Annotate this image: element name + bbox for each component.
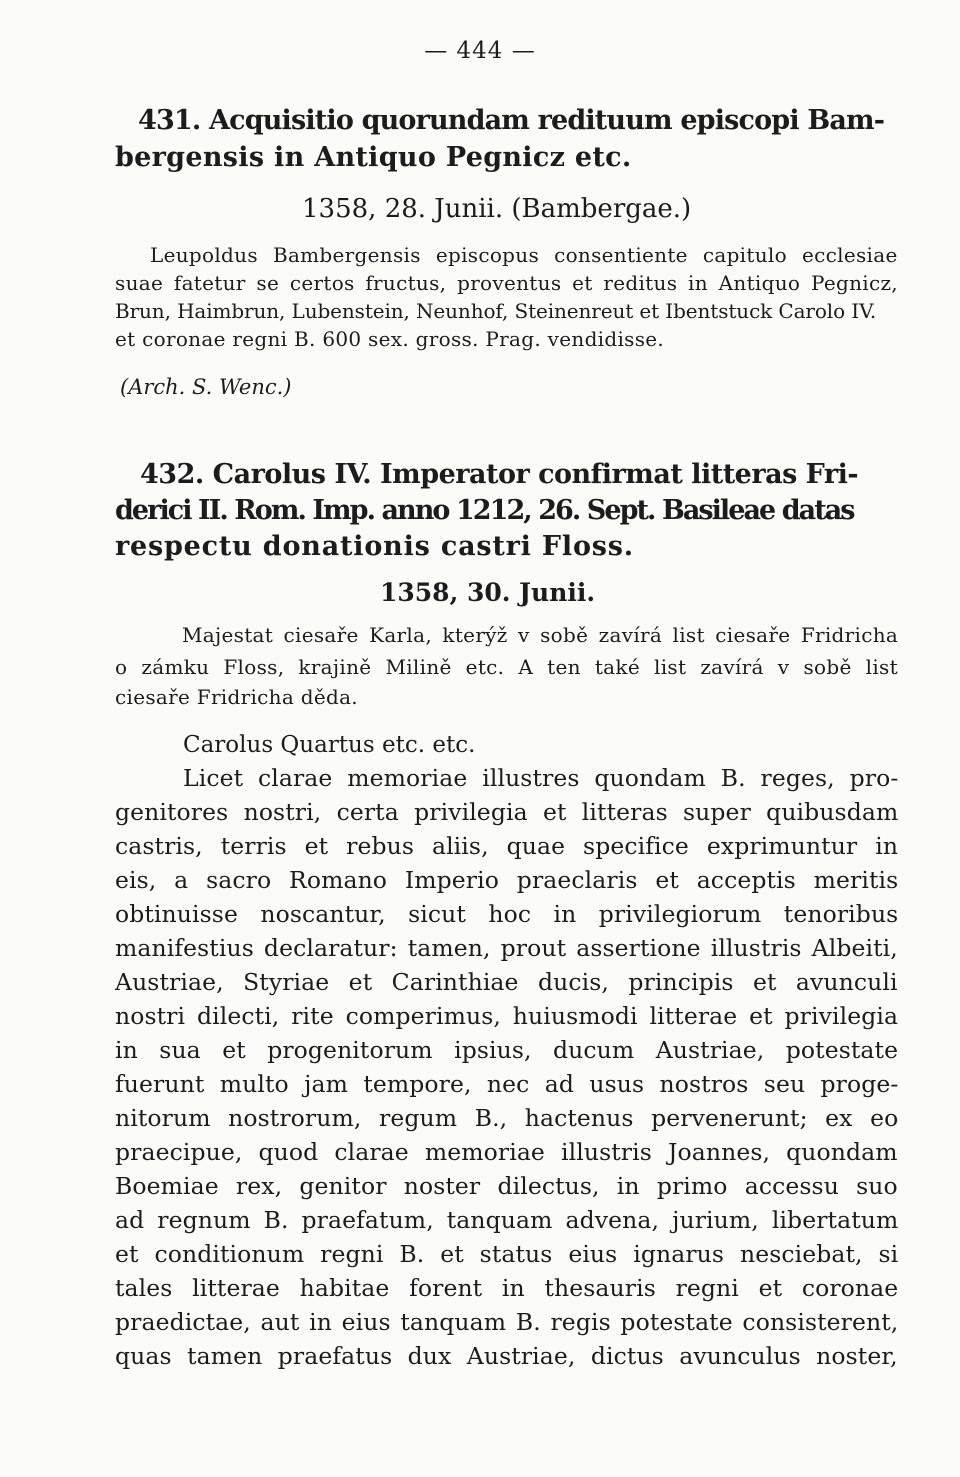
doc432-text-line-13: Boemiae rex, genitor noster dilectus, in primo accessu suo [115, 1172, 898, 1200]
doc432-title-line-2: derici II. Rom. Imp. anno 1212, 26. Sept. Basileae datas [115, 495, 854, 526]
doc432-text-line-14: ad regnum B. praefatum, tanquam advena, jurium, libertatum [115, 1206, 899, 1234]
doc431-regest-line-2: suae fatetur se certos fructus, proventus et reditus in Antiquo Pegnicz, [115, 271, 898, 295]
doc432-text-line-15: et conditionum regni B. et status eius ignarus nesciebat, si [115, 1240, 899, 1268]
doc432-intitulatio: Carolus Quartus etc. etc. [183, 732, 476, 758]
doc431-title-line-2: bergensis in Antiquo Pegnicz etc. [115, 142, 632, 173]
doc432-regest-line-3: ciesaře Fridricha děda. [115, 685, 358, 709]
doc432-text-line-8: nostri dilecti, rite comperimus, huiusmodi litterae et privilegia [115, 1002, 899, 1030]
doc432-text-line-9: in sua et progenitorum ipsius, ducum Austriae, potestate [115, 1036, 899, 1064]
doc432-text-line-4: eis, a sacro Romano Imperio praeclaris et acceptis meritis [115, 866, 899, 894]
doc432-date: 1358, 30. Junii. [380, 578, 596, 607]
doc432-text-line-11: nitorum nostrorum, regum B., hactenus pervenerunt; ex eo [115, 1104, 899, 1132]
doc432-text-line-6: manifestius declaratur: tamen, prout assertione illustris Albeiti, [115, 934, 898, 962]
doc431-title-line-1: 431. Acquisitio quorundam redituum episcopi Bam- [138, 105, 885, 136]
doc432-text-line-1: Licet clarae memoriae illustres quondam B. reges, pro- [183, 764, 899, 792]
doc432-regest-line-2: o zámku Floss, krajině Milině etc. A ten také list zavírá v sobě list [115, 655, 898, 679]
doc431-regest-line-3: Brun, Haimbrun, Lubenstein, Neunhof, Steinenreut et Ibentstuck Carolo IV. [115, 299, 877, 323]
doc432-text-line-3: castris, terris et rebus aliis, quae specifice exprimuntur in [115, 832, 899, 860]
doc431-date: 1358, 28. Junii. (Bambergae.) [302, 194, 692, 224]
doc431-regest-line-4: et coronae regni B. 600 sex. gross. Prag. vendidisse. [115, 327, 665, 351]
page-number: — 444 — [424, 38, 536, 64]
doc432-text-line-17: praedictae, aut in eius tanquam B. regis potestate consisterent, [115, 1308, 899, 1336]
doc432-text-line-16: tales litterae habitae forent in thesauris regni et coronae [115, 1274, 899, 1302]
doc432-text-line-12: praecipue, quod clarae memoriae illustris Joannes, quondam [115, 1138, 898, 1166]
doc432-text-line-10: fuerunt multo jam tempore, nec ad usus nostros seu proge- [115, 1070, 899, 1098]
doc432-text-line-7: Austriae, Styriae et Carinthiae ducis, principis et avunculi [115, 968, 898, 996]
doc431-regest-line-1: Leupoldus Bambergensis episcopus consentiente capitulo ecclesiae [150, 243, 898, 267]
doc432-text-line-5: obtinuisse noscantur, sicut hoc in privilegiorum tenoribus [115, 900, 899, 928]
doc431-archive: (Arch. S. Wenc.) [120, 375, 292, 399]
doc432-text-line-2: genitores nostri, certa privilegia et litteras super quibusdam [115, 798, 899, 826]
doc432-text-line-18: quas tamen praefatus dux Austriae, dictus avunculus noster, [115, 1342, 898, 1370]
doc432-title-line-1: 432. Carolus IV. Imperator confirmat litteras Fri- [140, 459, 859, 490]
doc432-title-line-3: respectu donationis castri Floss. [115, 531, 634, 562]
doc432-regest-line-1: Majestat ciesaře Karla, kterýž v sobě zavírá list ciesaře Fridricha [182, 623, 899, 647]
